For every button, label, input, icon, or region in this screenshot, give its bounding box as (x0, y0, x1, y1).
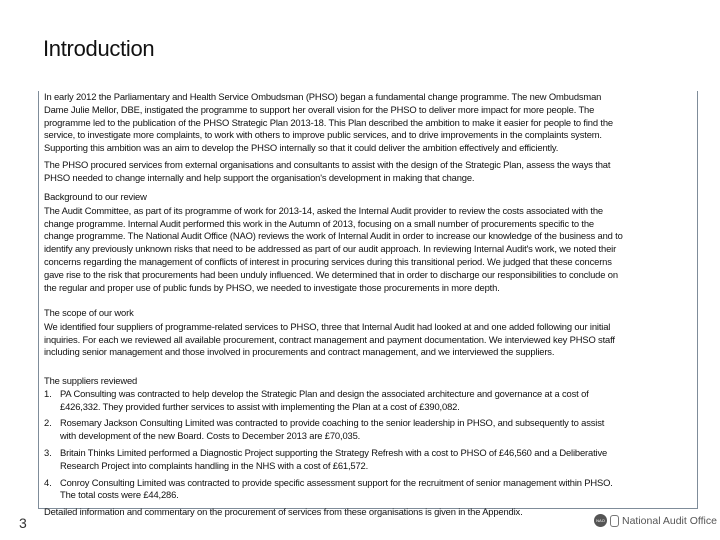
text-line: identify any previously unknown risks that need to be addressed as part of our audit approach. In reviewing Internal Audit's work, we noted their (44, 243, 617, 255)
text-line: programme led to the publication of the PHSO Strategic Plan 2013-18. This Plan described the ambition to make it easier for people to find the (44, 116, 613, 128)
text-line: £426,332. They provided further services to assist with implementing the Plan at a cost of £390,082. (60, 400, 460, 412)
text-line: Supporting this ambition was an aim to develop the PHSO internally so that it could deliver the ambition effectively and efficiently. (44, 142, 559, 154)
nao-badge-icon: NAO (594, 514, 607, 527)
text-line: the regular and proper use of public funds by PHSO, we needed to investigate those procurements in more depth. (44, 281, 500, 293)
supplier-item (44, 417, 613, 443)
suppliers-section (44, 375, 613, 519)
item-number: 2. (44, 417, 52, 429)
section-heading: The suppliers reviewed (44, 375, 138, 386)
text-line: Britain Thinks Limited performed a Diagnostic Project supporting the Strategy Refresh with a cost to PHSO of £46,560 and a Deliberative (60, 446, 608, 458)
text-line: The total costs were £44,286. (60, 489, 179, 501)
page-number: 3 (19, 515, 27, 531)
text-line: We identified four suppliers of programme-related services to PHSO, three that Internal Audit had looked at and one added following our initial (44, 320, 611, 332)
supplier-item (44, 477, 613, 503)
item-number: 3. (44, 446, 52, 458)
text-line: Dame Julie Mellor, DBE, instigated the programme to support her overall vision for the PHSO to deliver more impact for more people. The (44, 103, 595, 115)
background-section (44, 191, 623, 294)
text-line: inquiries. For each we reviewed all available procurement, contract management and payment documentation. We interviewed key PHSO staff (44, 333, 615, 345)
nao-logo (594, 514, 717, 527)
text-line: service, to investigate more complaints, to work with others to improve public services, and to drive improvements in the complaints system. (44, 129, 602, 141)
text-line: concerns regarding the management of conflicts of interest in procuring services during this transitional period. We judged that these concerns (44, 255, 612, 267)
text-line: change programme. The National Audit Office (NAO) reviews the work of Internal Audit in order to increase our knowledge of the business and to (44, 230, 623, 242)
text-line: PHSO needed to change internally and help support the organisation's development in making that change. (44, 171, 475, 183)
supplier-item (44, 388, 613, 414)
text-line: The Audit Committee, as part of its programme of work for 2013-14, asked the Internal Audit provider to review the costs associated with the (44, 204, 603, 216)
text-line: with development of the new Board. Costs to December 2013 are £70,035. (60, 430, 361, 442)
text-line: The PHSO procured services from external organisations and consultants to assist with the design of the Strategic Plan, assess the ways that (44, 158, 611, 170)
intro-section (44, 91, 613, 185)
scope-section (44, 307, 615, 359)
text-line: Research Project into complaints handling in the NHS with a cost of £61,572. (60, 459, 369, 471)
logo-text: National Audit Office (622, 514, 717, 527)
text-line: Rosemary Jackson Consulting Limited was contracted to provide coaching to the senior leadership in PHSO, and subsequently to assist (60, 417, 605, 429)
crest-icon (610, 515, 619, 527)
section-heading: The scope of our work (44, 307, 134, 318)
page-title: Introduction (43, 36, 155, 61)
text-line: Conroy Consulting Limited was contracted to provide specific assessment support for the recruitment of senior management within PHSO. (60, 476, 613, 488)
text-line: including senior management and those involved in procurements and contract management, and we interviewed the suppliers. (44, 346, 555, 358)
appendix-note: Detailed information and commentary on the procurement of services from these organisations is given in the Appendix. (44, 506, 523, 518)
text-line: PA Consulting was contracted to help develop the Strategic Plan and design the associated architecture and governance at a cost of (60, 387, 589, 399)
text-line: change programme. Internal Audit performed this work in the Autumn of 2013, focusing on a small number of procurements specific to the (44, 217, 594, 229)
section-heading: Background to our review (44, 191, 147, 202)
text-line: gave rise to the risk that procurements had been unduly influenced. We determined that in order to discharge our responsibilities to conclude on (44, 268, 618, 280)
text-line: In early 2012 the Parliamentary and Health Service Ombudsman (PHSO) began a fundamental change programme. The new Ombudsman (44, 91, 602, 102)
item-number: 1. (44, 387, 52, 399)
supplier-item (44, 447, 613, 473)
item-number: 4. (44, 476, 52, 488)
